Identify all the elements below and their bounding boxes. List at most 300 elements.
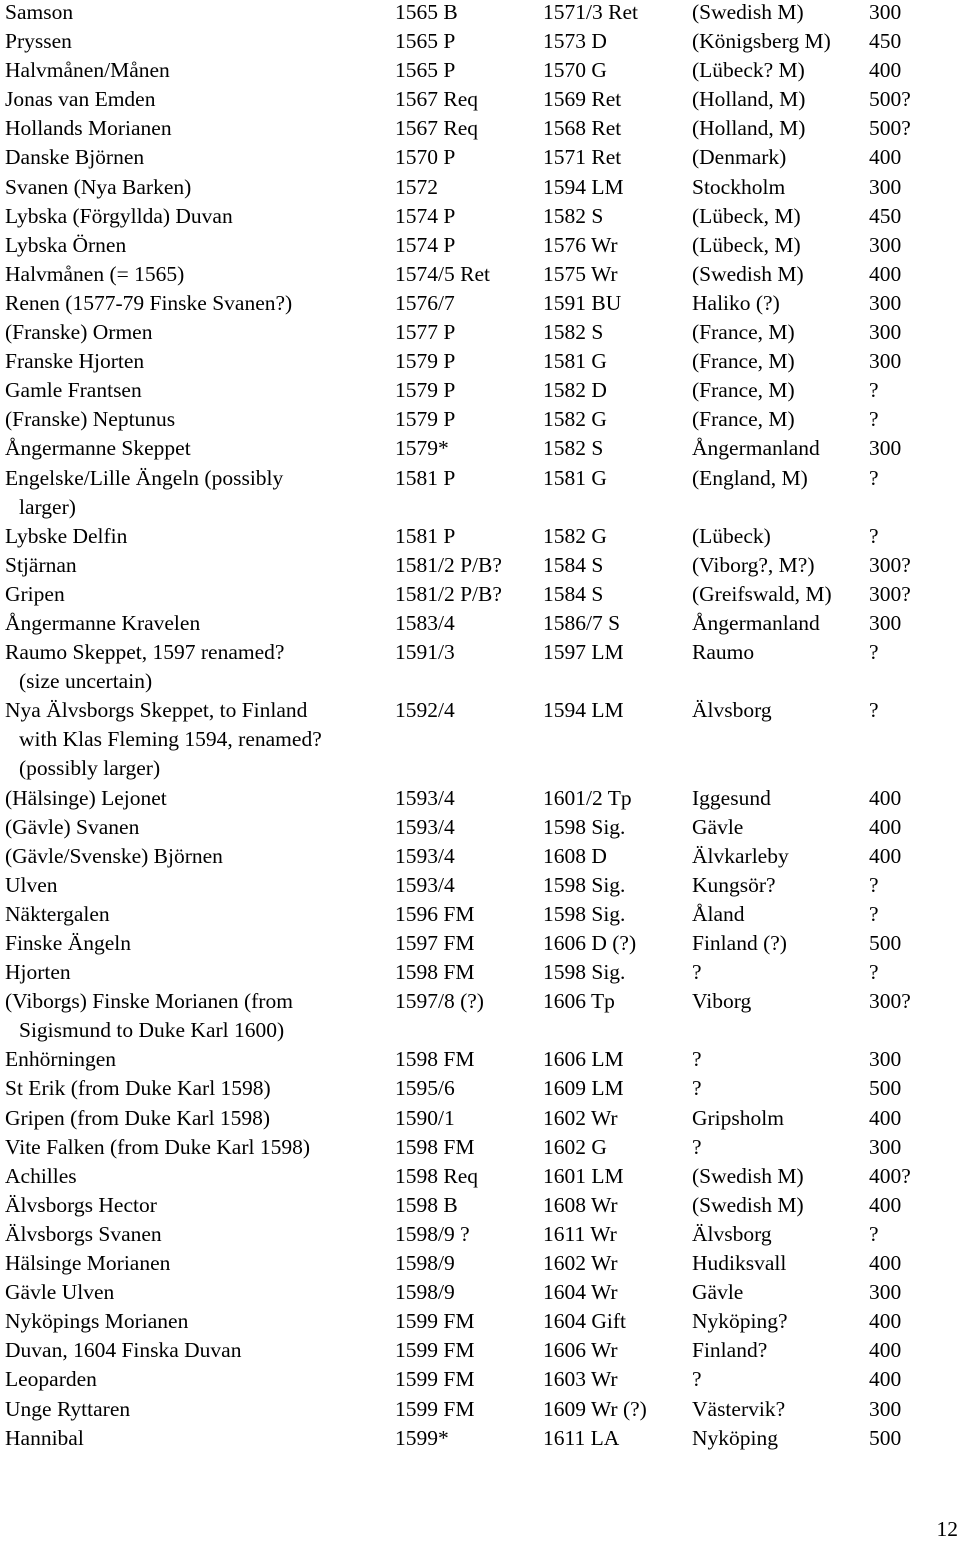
built-date: 1567 Req [395,87,479,112]
ship-name-line: Engelske/Lille Ängeln (possibly [5,465,284,490]
build-place: (France, M) [692,378,795,403]
built-date: 1592/4 [395,698,455,723]
build-place: Gripsholm [692,1105,784,1130]
ship-name-line: Älvsborgs Svanen [5,1221,162,1246]
end-date: 1608 Wr [543,1192,618,1217]
end-date: 1609 Wr (?) [543,1396,647,1421]
end-date: 1581 G [543,465,607,490]
tonnage: ? [869,1221,879,1246]
ship-name [5,145,385,174]
ship-name [5,698,385,785]
tonnage: 400 [869,58,902,83]
end-date: 1606 LM [543,1047,624,1072]
build-place: (Swedish M) [692,0,804,24]
end-date: 1582 G [543,523,607,548]
table-row [5,931,945,960]
ship-name-line: Gripen (from Duke Karl 1598) [5,1105,271,1130]
table-row [5,320,945,349]
ship-name-line: Finske Ängeln [5,931,132,956]
build-place: Älvsborg [692,1221,772,1246]
built-date: 1581 P [395,523,456,548]
tonnage: ? [869,901,879,926]
table-row [5,29,945,58]
built-date: 1565 P [395,29,456,54]
tonnage: 400 [869,1105,902,1130]
table-row [5,1309,945,1338]
ship-name-line: Stjärnan [5,552,77,577]
end-date: 1598 Sig. [543,901,626,926]
ship-name-line: (Hälsinge) Lejonet [5,785,167,810]
end-date: 1594 LM [543,174,624,199]
ship-name-line: Leoparden [5,1367,97,1392]
tonnage: 400 [869,814,902,839]
ship-name [5,815,385,844]
ship-name [5,1367,385,1396]
tonnage: ? [869,465,879,490]
ship-name [5,320,385,349]
built-date: 1593/4 [395,872,455,897]
ship-name [5,1047,385,1076]
tonnage: 500 [869,931,902,956]
tonnage: 300? [869,581,911,606]
table-row [5,553,945,582]
ship-name [5,931,385,960]
tonnage: 400 [869,1251,902,1276]
tonnage: 500 [869,1425,902,1450]
ship-name-line: (Franske) Neptunus [5,407,176,432]
built-date: 1579 P [395,407,456,432]
tonnage: ? [869,698,879,723]
ship-name-line: Achilles [5,1163,77,1188]
tonnage: 450 [869,29,902,54]
tonnage: 400 [869,785,902,810]
tonnage: 300 [869,290,902,315]
tonnage: 300 [869,1280,902,1305]
built-date: 1597/8 (?) [395,989,484,1014]
end-date: 1581 G [543,349,607,374]
end-date: 1606 D (?) [543,931,637,956]
built-date: 1570 P [395,145,456,170]
build-place: ? [692,1076,702,1101]
tonnage: 300 [869,1134,902,1159]
end-date: 1604 Wr [543,1280,618,1305]
built-date: 1598/9 [395,1280,455,1305]
end-date: 1603 Wr [543,1367,618,1392]
built-date: 1599 FM [395,1396,475,1421]
end-date: 1570 G [543,58,607,83]
build-place: Viborg [692,989,752,1014]
ship-name-line: Lybske Delfin [5,523,128,548]
tonnage: 400 [869,1338,902,1363]
ship-name-line: Vite Falken (from Duke Karl 1598) [5,1134,310,1159]
end-date: 1568 Ret [543,116,622,141]
table-row [5,1047,945,1076]
tonnage: ? [869,378,879,403]
tonnage: ? [869,523,879,548]
ship-name [5,873,385,902]
ship-name-line: Franske Hjorten [5,349,145,374]
tonnage: 400 [869,145,902,170]
ship-name-line: Lybska (Förgyllda) Duvan [5,203,233,228]
ship-name-line: Halvmånen/Månen [5,58,170,83]
tonnage: 300 [869,232,902,257]
tonnage: 500 [869,1076,902,1101]
build-place: (Viborg?, M?) [692,552,815,577]
build-place: (Greifswald, M) [692,581,832,606]
built-date: 1598 FM [395,1134,475,1159]
build-place: Nyköping [692,1425,778,1450]
built-date: 1581 P [395,465,456,490]
end-date: 1582 S [543,436,604,461]
end-date: 1571/3 Ret [543,0,638,24]
end-date: 1602 Wr [543,1251,618,1276]
build-place: Hudiksvall [692,1251,787,1276]
table-row [5,611,945,640]
ship-name-line: Nyköpings Morianen [5,1309,189,1334]
tonnage: 300 [869,1396,902,1421]
tonnage: 300? [869,989,911,1014]
table-row [5,466,945,524]
ship-name-line: Samson [5,0,74,24]
ship-name [5,1106,385,1135]
table-row [5,87,945,116]
page-number: 12 [936,1517,958,1541]
end-date: 1601/2 Tp [543,785,632,810]
ship-name [5,87,385,116]
table-row [5,1193,945,1222]
ship-name-line: Nya Älvsborgs Skeppet, to Finland [5,698,308,723]
end-date: 1582 S [543,320,604,345]
build-place: Västervik? [692,1396,786,1421]
ship-name-line: Näktergalen [5,901,110,926]
tonnage: 300 [869,174,902,199]
ship-name [5,407,385,436]
build-place: (Lübeck, M) [692,232,801,257]
ship-name [5,786,385,815]
built-date: 1579 P [395,349,456,374]
ship-name [5,291,385,320]
end-date: 1604 Gift [543,1309,627,1334]
built-date: 1593/4 [395,785,455,810]
built-date: 1581/2 P/B? [395,552,502,577]
tonnage: 400 [869,1367,902,1392]
table-row [5,1164,945,1193]
end-date: 1584 S [543,552,604,577]
end-date: 1598 Sig. [543,960,626,985]
build-place: Ångermanland [692,436,820,461]
build-place: Ångermanland [692,610,820,635]
end-date: 1594 LM [543,698,624,723]
ship-name [5,204,385,233]
tonnage: 300 [869,349,902,374]
built-date: 1583/4 [395,610,455,635]
ship-name [5,1193,385,1222]
table-row [5,58,945,87]
ship-name-line: Raumo Skeppet, 1597 renamed? [5,640,285,665]
table-row [5,902,945,931]
ship-name [5,262,385,291]
table-row [5,1426,945,1455]
built-date: 1599* [395,1425,449,1450]
table-row [5,815,945,844]
build-place: Stockholm [692,174,786,199]
tonnage: 400 [869,1309,902,1334]
end-date: 1598 Sig. [543,814,626,839]
table-row [5,989,945,1047]
ship-name-line: Jonas van Emden [5,87,156,112]
built-date: 1567 Req [395,116,479,141]
built-date: 1590/1 [395,1105,455,1130]
ship-name-line: Hollands Morianen [5,116,172,141]
end-date: 1571 Ret [543,145,622,170]
table-row [5,1280,945,1309]
table-row [5,436,945,465]
ship-name [5,436,385,465]
ship-name-line: Unge Ryttaren [5,1396,131,1421]
build-place: (France, M) [692,349,795,374]
built-date: 1577 P [395,320,456,345]
ship-name-line: Ångermanne Kravelen [5,610,201,635]
table-row [5,960,945,989]
table-row [5,0,945,29]
built-date: 1598 B [395,1192,458,1217]
built-date: 1593/4 [395,843,455,868]
table-row [5,786,945,815]
tonnage: 300 [869,436,902,461]
build-place: Kungsör? [692,872,776,897]
end-date: 1586/7 S [543,610,621,635]
end-date: 1573 D [543,29,607,54]
built-date: 1599 FM [395,1338,475,1363]
end-date: 1582 D [543,378,607,403]
ship-name [5,640,385,698]
build-place: Gävle [692,1280,744,1305]
end-date: 1597 LM [543,640,624,665]
build-place: Åland [692,901,745,926]
ship-name [5,378,385,407]
built-date: 1596 FM [395,901,475,926]
tonnage: ? [869,407,879,432]
table-row [5,378,945,407]
built-date: 1599 FM [395,1309,475,1334]
build-place: (England, M) [692,465,808,490]
tonnage: 300 [869,610,902,635]
ship-name-line: Lybska Örnen [5,232,127,257]
table-row [5,407,945,436]
ship-name-line: Halvmånen (= 1565) [5,261,185,286]
ship-name [5,349,385,378]
tonnage: ? [869,872,879,897]
build-place: ? [692,1367,702,1392]
table-row [5,1397,945,1426]
ship-name [5,1135,385,1164]
ship-name [5,466,385,524]
built-date: 1576/7 [395,290,455,315]
end-date: 1584 S [543,581,604,606]
ship-name [5,1309,385,1338]
ship-name [5,902,385,931]
ship-name [5,1280,385,1309]
build-place: (Königsberg M) [692,29,831,54]
ship-name-line: Hjorten [5,960,71,985]
ship-name-line: Danske Björnen [5,145,145,170]
table-row [5,145,945,174]
build-place: (France, M) [692,320,795,345]
ship-name-line: Gamle Frantsen [5,378,142,403]
built-date: 1574 P [395,203,456,228]
built-date: 1591/3 [395,640,455,665]
build-place: Älvkarleby [692,843,789,868]
ship-name-line: (Gävle) Svanen [5,814,140,839]
ship-name-line: Svanen (Nya Barken) [5,174,192,199]
table-row [5,116,945,145]
ship-name [5,116,385,145]
table-row [5,291,945,320]
ship-name [5,989,385,1047]
ship-name-line: Älvsborgs Hector [5,1192,157,1217]
tonnage: 500? [869,116,911,141]
ship-name [5,1338,385,1367]
build-place: (France, M) [692,407,795,432]
ship-name-continuation: (size uncertain) [19,669,153,694]
ship-name-line: Ulven [5,872,58,897]
built-date: 1574 P [395,232,456,257]
build-place: (Swedish M) [692,261,804,286]
end-date: 1576 Wr [543,232,618,257]
end-date: 1602 G [543,1134,607,1159]
build-place: Raumo [692,640,755,665]
build-place: (Swedish M) [692,1192,804,1217]
built-date: 1598 FM [395,960,475,985]
end-date: 1591 BU [543,290,622,315]
tonnage: 300 [869,320,902,345]
built-date: 1597 FM [395,931,475,956]
build-place: (Swedish M) [692,1163,804,1188]
tonnage: 450 [869,203,902,228]
ship-name-line: Renen (1577-79 Finske Svanen?) [5,290,293,315]
end-date: 1582 S [543,203,604,228]
tonnage: 400? [869,1163,911,1188]
build-place: Finland (?) [692,931,787,956]
build-place: Gävle [692,814,744,839]
tonnage: 400 [869,261,902,286]
ship-name-line: Duvan, 1604 Finska Duvan [5,1338,242,1363]
ship-name [5,960,385,989]
end-date: 1608 D [543,843,607,868]
end-date: 1606 Tp [543,989,615,1014]
ship-name-line: Enhörningen [5,1047,117,1072]
ship-name-line: Ångermanne Skeppet [5,436,191,461]
table-row [5,698,945,785]
built-date: 1598 Req [395,1163,479,1188]
build-place: (Denmark) [692,145,787,170]
built-date: 1598/9 [395,1251,455,1276]
table-row [5,1251,945,1280]
table-row [5,204,945,233]
built-date: 1598/9 ? [395,1221,470,1246]
ship-name-line: St Erik (from Duke Karl 1598) [5,1076,271,1101]
table-row [5,1076,945,1105]
built-date: 1593/4 [395,814,455,839]
tonnage: 300? [869,552,911,577]
tonnage: ? [869,640,879,665]
tonnage: 400 [869,1192,902,1217]
ship-name [5,1222,385,1251]
built-date: 1565 P [395,58,456,83]
ship-name [5,1076,385,1105]
table-row [5,844,945,873]
ship-name-line: Pryssen [5,29,72,54]
ship-name [5,29,385,58]
ship-name-continuation: larger) [19,494,76,519]
built-date: 1598 FM [395,1047,475,1072]
built-date: 1581/2 P/B? [395,581,502,606]
ship-name [5,233,385,262]
ship-name-continuation: (possibly larger) [19,756,161,781]
build-place: Haliko (?) [692,290,780,315]
build-place: Nyköping? [692,1309,788,1334]
end-date: 1606 Wr [543,1338,618,1363]
ship-name [5,582,385,611]
table-row [5,524,945,553]
table-row [5,1338,945,1367]
built-date: 1579 P [395,378,456,403]
build-place: ? [692,1047,702,1072]
end-date: 1598 Sig. [543,872,626,897]
tonnage: 300 [869,0,902,24]
end-date: 1611 Wr [543,1221,617,1246]
table-row [5,873,945,902]
ship-name [5,844,385,873]
build-place: Iggesund [692,785,771,810]
build-place: (Holland, M) [692,116,806,141]
tonnage: 400 [869,843,902,868]
build-place: ? [692,1134,702,1159]
table-row [5,1106,945,1135]
built-date: 1579* [395,436,449,461]
ship-name-line: (Gävle/Svenske) Björnen [5,843,223,868]
ship-name-line: (Viborgs) Finske Morianen (from [5,989,293,1014]
built-date: 1565 B [395,0,458,24]
table-row [5,175,945,204]
end-date: 1602 Wr [543,1105,618,1130]
table-row [5,349,945,378]
ship-name [5,1397,385,1426]
table-row [5,1222,945,1251]
ship-name [5,1164,385,1193]
ship-list-table [5,0,945,1455]
build-place: ? [692,960,702,985]
built-date: 1595/6 [395,1076,455,1101]
end-date: 1569 Ret [543,87,622,112]
ship-name-line: (Franske) Ormen [5,320,153,345]
build-place: (Holland, M) [692,87,806,112]
ship-name-line: Hälsinge Morianen [5,1251,171,1276]
ship-name [5,524,385,553]
table-row [5,233,945,262]
table-row [5,262,945,291]
built-date: 1574/5 Ret [395,261,490,286]
build-place: (Lübeck? M) [692,58,805,83]
ship-name [5,611,385,640]
end-date: 1575 Wr [543,261,618,286]
build-place: (Lübeck) [692,523,771,548]
table-row [5,640,945,698]
tonnage: ? [869,960,879,985]
ship-name [5,0,385,29]
ship-name-continuation: Sigismund to Duke Karl 1600) [19,1018,285,1043]
table-row [5,1135,945,1164]
